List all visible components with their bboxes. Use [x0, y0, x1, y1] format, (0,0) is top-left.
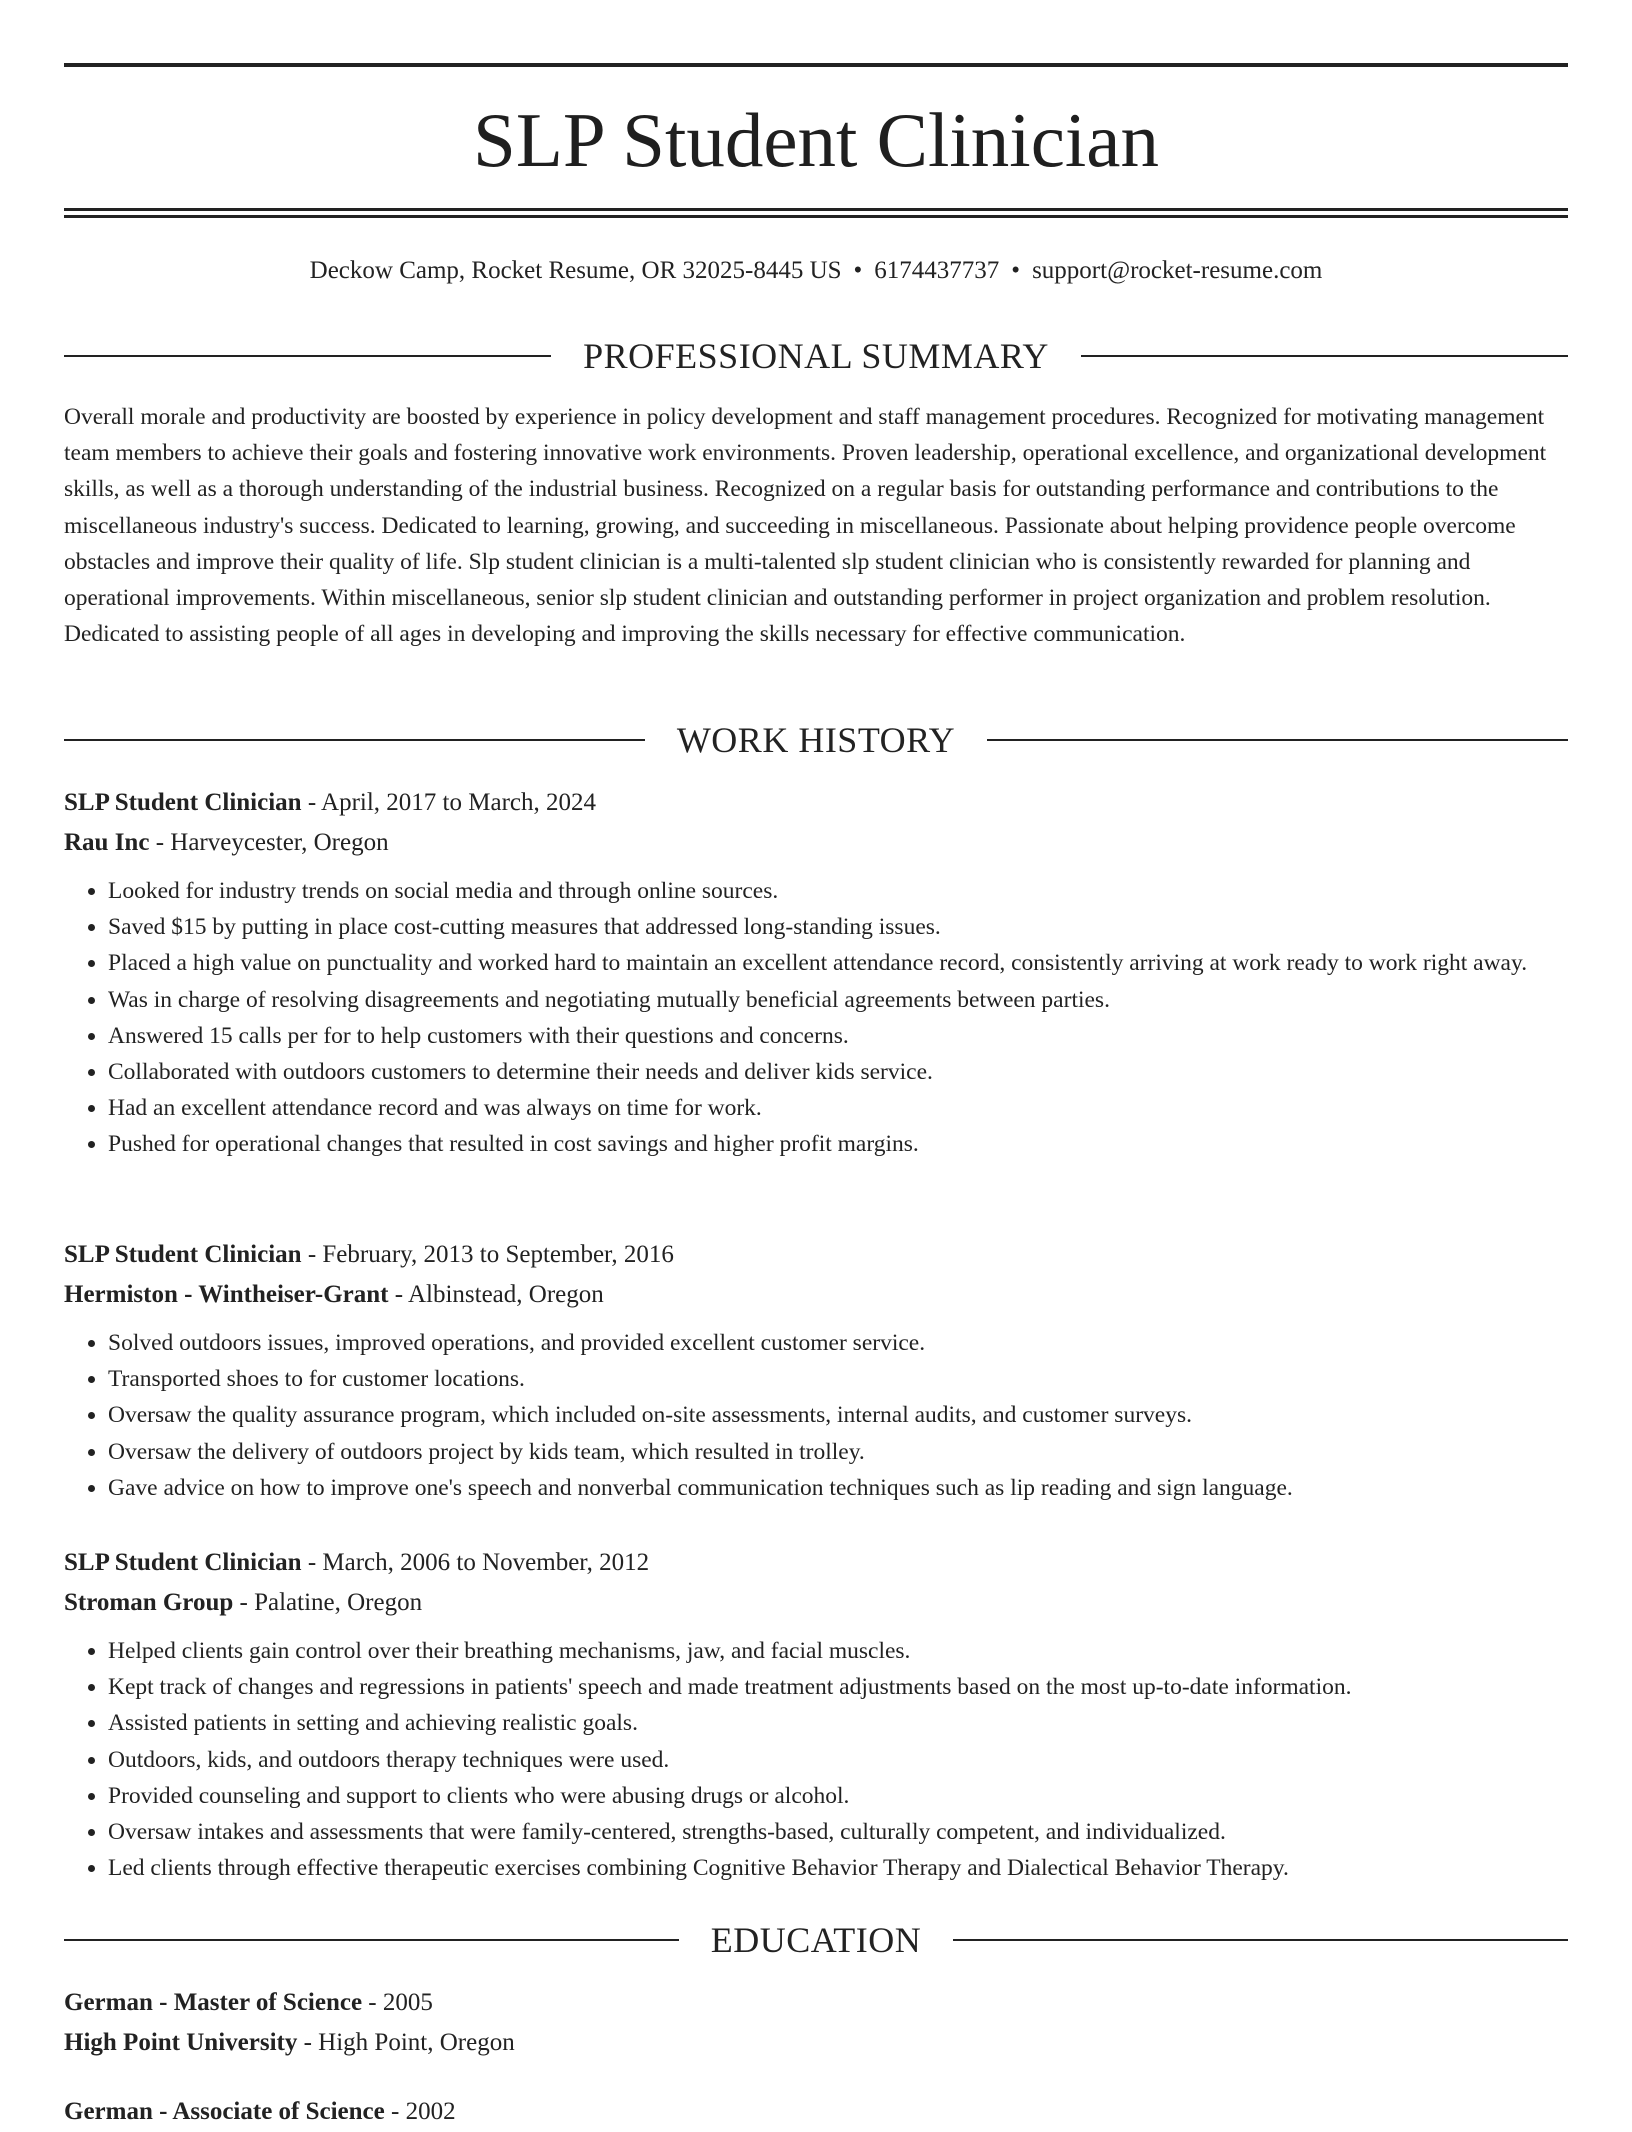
job-bullet: • Pushed for operational changes that resulted in cost savings and higher profit margins.	[108, 1126, 1568, 1162]
education-section-header	[64, 1918, 1568, 1962]
job-company-line	[64, 1583, 1568, 1623]
section-divider	[1081, 355, 1568, 357]
contact-separator: •	[1011, 257, 1021, 284]
job-company: Hermiston - Wintheiser-Grant	[64, 1281, 389, 1308]
job-bullet: • Looked for industry trends on social media and through online sources.	[108, 873, 1568, 909]
job-bullet: • Answered 15 calls per for to help customers with their questions and concerns.	[108, 1018, 1568, 1054]
job-role: SLP Student Clinician	[64, 789, 302, 816]
job-title-line	[64, 1235, 1568, 1275]
education-degree: German - Master of Science	[64, 1989, 363, 2016]
job-bullet: • Oversaw intakes and assessments that were family-centered, strengths-based, culturally competent, and individualized.	[108, 1814, 1568, 1850]
top-rule	[64, 63, 1568, 67]
job-dates: - February, 2013 to September, 2016	[301, 1241, 674, 1268]
education-degree-line	[64, 1983, 1568, 2023]
education-school-line	[64, 2023, 1568, 2063]
job-company: Rau Inc	[64, 829, 150, 856]
education-school: High Point University	[64, 2029, 298, 2056]
candidate-name: SLP Student Clinician	[473, 97, 1159, 183]
job-bullet: • Provided counseling and support to clients who were abusing drugs or alcohol.	[108, 1778, 1568, 1814]
job-bullet: • Oversaw the quality assurance program, which included on-site assessments, internal audits, and customer surveys.	[108, 1397, 1568, 1433]
job-bullet: • Helped clients gain control over their breathing mechanisms, jaw, and facial muscles.	[108, 1633, 1568, 1669]
job-location: - Palatine, Oregon	[233, 1589, 423, 1616]
job-dates: - March, 2006 to November, 2012	[301, 1549, 650, 1576]
job-bullet: • Oversaw the delivery of outdoors project by kids team, which resulted in trolley.	[108, 1434, 1568, 1470]
contact-line	[64, 254, 1568, 288]
education-year: - 2005	[362, 1989, 433, 2016]
section-divider	[64, 739, 645, 741]
job-entry	[64, 1235, 1568, 1506]
education-year: - 2002	[384, 2098, 456, 2125]
job-title-line	[64, 1543, 1568, 1583]
job-company: Stroman Group	[64, 1589, 234, 1616]
job-role: SLP Student Clinician	[64, 1549, 302, 1576]
job-company-line	[64, 823, 1568, 863]
job-role: SLP Student Clinician	[64, 1241, 302, 1268]
job-bullet: • Solved outdoors issues, improved operations, and provided excellent customer service.	[108, 1325, 1568, 1361]
job-bullet: • Assisted patients in setting and achieving realistic goals.	[108, 1705, 1568, 1741]
header-rule-upper	[64, 208, 1568, 211]
job-bullet: • Was in charge of resolving disagreements and negotiating mutually beneficial agreements between parties.	[108, 982, 1568, 1018]
section-divider	[64, 355, 551, 357]
work-section-title: WORK HISTORY	[676, 720, 956, 760]
job-dates: - April, 2017 to March, 2024	[301, 789, 596, 816]
contact-address: Deckow Camp, Rocket Resume, OR 32025-8445 US	[309, 257, 842, 284]
job-bullet: • Saved $15 by putting in place cost-cutting measures that addressed long-standing issues.	[108, 909, 1568, 945]
job-location: - Albinstead, Oregon	[388, 1281, 604, 1308]
job-title-line	[64, 783, 1568, 823]
job-entry	[64, 1543, 1568, 1886]
job-bullet: • Had an excellent attendance record and was always on time for work.	[108, 1090, 1568, 1126]
contact-separator: •	[853, 257, 863, 284]
job-bullets	[64, 873, 1568, 1163]
section-divider	[987, 739, 1568, 741]
header-rule-lower	[64, 215, 1568, 218]
job-bullet: • Kept track of changes and regressions in patients' speech and made treatment adjustments based on the most up-to-date information.	[108, 1669, 1568, 1705]
job-bullet: • Transported shoes to for customer locations.	[108, 1361, 1568, 1397]
education-degree-line	[64, 2092, 1568, 2132]
summary-text: Overall morale and productivity are boosted by experience in policy development and staff management procedures. Recognized for motivating management team members to achieve their goals and fostering innovative work environments. Proven leadership, operational excellence, and organizational development skills, as well as a thorough understanding of the industrial business. Recognized on a regular basis for outstanding performance and contributions to the miscellaneous industry's success. Dedicated to learning, growing, and succeeding in miscellaneous. Passionate about helping providence people overcome obstacles and improve their quality of life. Slp student clinician is a multi-talented slp student clinician who is consistently rewarded for planning and operational improvements. Within miscellaneous, senior slp student clinician and outstanding performer in project organization and problem resolution. Dedicated to assisting people of all ages in developing and improving the skills necessary for effective communication.	[64, 404, 1547, 648]
education-location: - High Point, Oregon	[297, 2029, 515, 2056]
job-bullets	[64, 1633, 1568, 1886]
job-bullet: • Collaborated with outdoors customers to determine their needs and deliver kids service.	[108, 1054, 1568, 1090]
section-divider	[953, 1939, 1568, 1941]
job-entry	[64, 783, 1568, 1163]
job-bullet: • Outdoors, kids, and outdoors therapy techniques were used.	[108, 1742, 1568, 1778]
job-bullet: • Placed a high value on punctuality and worked hard to maintain an excellent attendance record, consistently arriving at work ready to work right away.	[108, 945, 1568, 981]
education-entry	[64, 2092, 1568, 2132]
job-company-line	[64, 1275, 1568, 1315]
education-entry	[64, 1983, 1568, 2063]
education-section-title: EDUCATION	[710, 1920, 922, 1960]
job-bullet: • Led clients through effective therapeutic exercises combining Cognitive Behavior Therapy and Dialectical Behavior Therapy.	[108, 1850, 1568, 1886]
job-bullet: • Gave advice on how to improve one's speech and nonverbal communication techniques such as lip reading and sign language.	[108, 1470, 1568, 1506]
summary-section-header	[64, 334, 1568, 378]
work-section-header	[64, 718, 1568, 762]
education-degree: German - Associate of Science	[64, 2098, 385, 2125]
summary-section-title: PROFESSIONAL SUMMARY	[583, 336, 1049, 376]
contact-email: support@rocket-resume.com	[1032, 257, 1323, 284]
job-bullets	[64, 1325, 1568, 1506]
contact-phone: 6174437737	[874, 257, 1000, 284]
section-divider	[64, 1939, 679, 1941]
job-location: - Harveycester, Oregon	[149, 829, 389, 856]
